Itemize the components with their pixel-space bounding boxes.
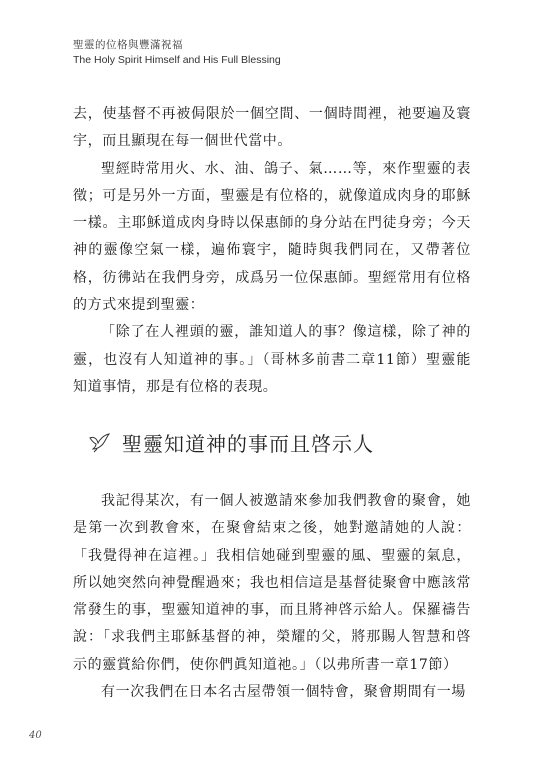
section-two-text — [73, 488, 471, 706]
page-number: 40 — [29, 730, 42, 741]
paragraph-continuation: 去，使基督不再被侷限於一個空間、一個時間裡，祂要遍及寰宇，而且顯現在每一個世代當中。 — [73, 106, 471, 150]
section-heading-title: 聖靈知道神的事而且啓示人 — [122, 432, 374, 456]
running-head-title-zh: 聖靈的位格與豐滿祝福 — [73, 39, 183, 51]
running-head — [73, 37, 281, 67]
paragraph: 我記得某次，有一個人被邀請來參加我們教會的聚會，她是第一次到教會來，在聚會結束之後，她對邀請她的人說：「我覺得神在這裡。」我相信她碰到聖靈的風、聖靈的氣息，所以她突然向神覺醒過來；我也相信這是基督徒聚會中應該常常發生的事，聖靈知道神的事，而且將神啓示給人。保羅禱告說：「求我們主耶穌基督的神，榮耀的父，將那賜人智慧和啓示的靈賞給你們，使你們眞知道祂。」（以弗所書一章17節） — [73, 493, 471, 673]
section-heading — [88, 428, 374, 457]
paragraph: 有一次我們在日本名古屋帶領一個特會，聚會期間有一場 — [101, 684, 466, 701]
paragraph: 聖經時常用火、水、油、鴿子、氣……等，來作聖靈的表徵；可是另外一方面，聖靈是有位格的，就像道成肉身的耶穌一樣。主耶穌道成肉身時以保惠師的身分站在門徒身旁；今天神的靈像空氣一樣，遍佈寰宇，隨時與我們同在，又帶著位格，彷彿站在我們身旁，成爲另一位保惠師。聖經常用有位格的方式來提到聖靈： — [73, 160, 471, 314]
running-head-title-en: The Holy Spirit Himself and His Full Blessing — [73, 54, 281, 66]
paragraph-scripture-quote: 「除了在人裡頭的靈，誰知道人的事？像這樣，除了神的靈，也沒有人知道神的事。」（哥林多前書二章11節）聖靈能知道事情，那是有位格的表現。 — [73, 324, 471, 395]
dove-icon — [88, 433, 110, 453]
section-one-text — [73, 101, 471, 401]
